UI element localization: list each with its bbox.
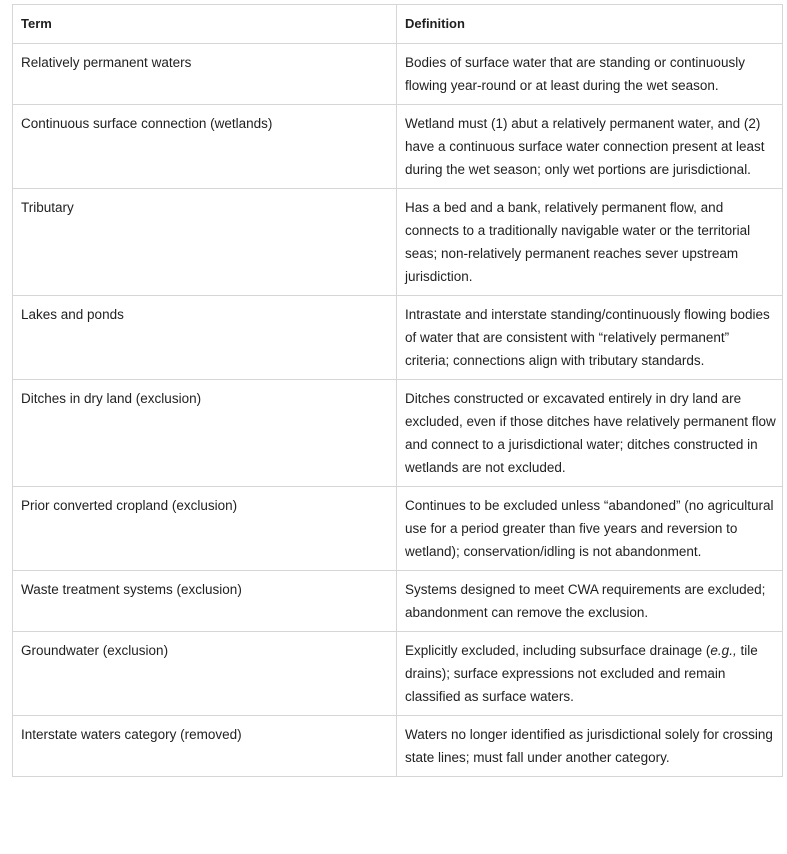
definition-cell: Ditches constructed or excavated entirely in dry land are excluded, even if those ditches have relatively permanent flow and connect to a jurisdictional water; ditches constructed in wetlands are not excluded. — [397, 380, 783, 487]
term-cell: Interstate waters category (removed) — [13, 716, 397, 777]
definition-cell: Wetland must (1) abut a relatively permanent water, and (2) have a continuous surface water connection present at least during the wet season; only wet portions are jurisdictional. — [397, 105, 783, 189]
header-row — [13, 5, 783, 44]
term-cell: Tributary — [13, 189, 397, 296]
definition-cell: Continues to be excluded unless “abandoned” (no agricultural use for a period greater than five years and reversion to wetland); conservation/idling is not abandonment. — [397, 487, 783, 571]
definitions-table-container — [12, 4, 782, 777]
definition-cell — [397, 632, 783, 716]
term-cell: Relatively permanent waters — [13, 44, 397, 105]
definition-text-post: tile drains); surface expressions not excluded and remain classified as surface waters. — [405, 643, 758, 704]
term-cell: Lakes and ponds — [13, 296, 397, 380]
term-cell: Ditches in dry land (exclusion) — [13, 380, 397, 487]
header-term: Term — [13, 5, 397, 44]
table-row — [13, 105, 783, 189]
table-row — [13, 716, 783, 777]
definition-cell: Waters no longer identified as jurisdictional solely for crossing state lines; must fall under another category. — [397, 716, 783, 777]
table-row — [13, 380, 783, 487]
term-cell: Continuous surface connection (wetlands) — [13, 105, 397, 189]
table-row — [13, 571, 783, 632]
definition-text-pre: Explicitly excluded, including subsurface drainage ( — [405, 643, 711, 658]
term-cell: Groundwater (exclusion) — [13, 632, 397, 716]
table-row — [13, 632, 783, 716]
term-cell: Waste treatment systems (exclusion) — [13, 571, 397, 632]
table-header — [13, 5, 783, 44]
term-cell: Prior converted cropland (exclusion) — [13, 487, 397, 571]
table-row — [13, 44, 783, 105]
definition-cell: Systems designed to meet CWA requirements are excluded; abandonment can remove the exclusion. — [397, 571, 783, 632]
table-body — [13, 44, 783, 777]
table-row — [13, 487, 783, 571]
definitions-table — [12, 4, 783, 777]
definition-text-italic: e.g., — [710, 643, 737, 658]
table-row — [13, 189, 783, 296]
definition-cell: Intrastate and interstate standing/continuously flowing bodies of water that are consistent with “relatively permanent” criteria; connections align with tributary standards. — [397, 296, 783, 380]
definition-cell: Bodies of surface water that are standing or continuously flowing year-round or at least during the wet season. — [397, 44, 783, 105]
definition-cell: Has a bed and a bank, relatively permanent flow, and connects to a traditionally navigable water or the territorial seas; non-relatively permanent reaches sever upstream jurisdiction. — [397, 189, 783, 296]
header-definition: Definition — [397, 5, 783, 44]
table-row — [13, 296, 783, 380]
